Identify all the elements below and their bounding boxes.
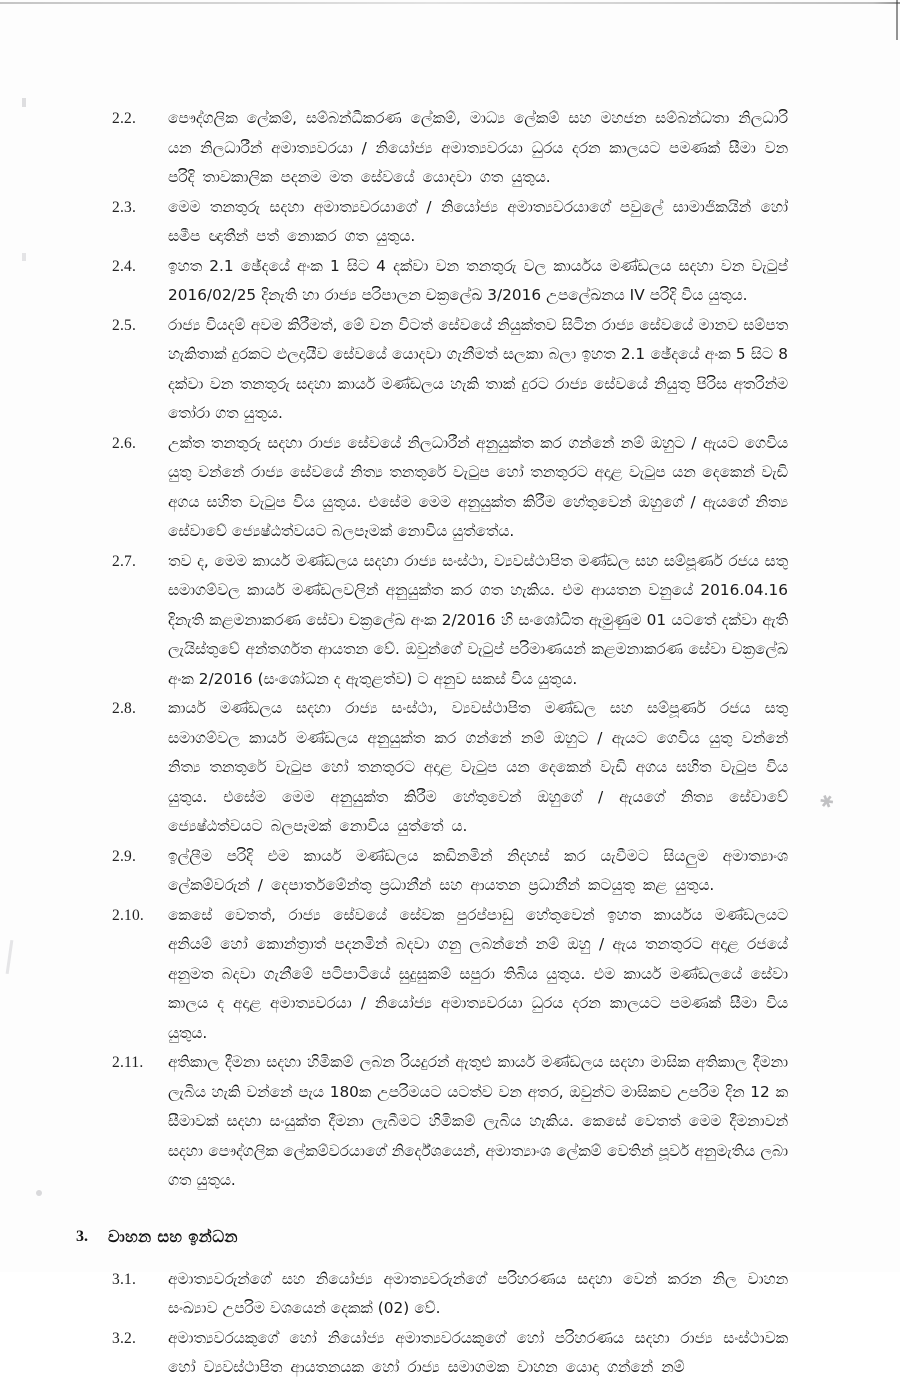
clause-number: 2.2. [112,110,137,127]
clause-2-2 [112,104,788,193]
clause-number: 3.2. [112,1329,137,1347]
clause-number: 2.11. [112,1054,144,1071]
clause-number: 2.10. [112,906,144,924]
clause-2-11 [112,1048,788,1196]
scan-speckle-mid-left [22,253,26,261]
clause-number: 3.1. [112,1270,137,1288]
clause-number: 2.4. [112,257,137,275]
clause-body: මෙම තනතුරු සදහා අමාත්‍යවරයාගේ / නියෝජ්‍ය අමාත්‍යවරයාගේ පවුලේ සාමාජිකයින් හෝ සමීප ඥාතීන් පත් නොකර ගත යුතුය. [168,197,788,245]
clause-number: 2.9. [112,847,137,865]
clause-3-1 [112,1265,788,1324]
clause-number: 2.8. [112,700,137,717]
clause-3-2 [112,1324,788,1383]
clause-number: 2.7. [112,552,137,570]
scan-speckle-bottom-left [36,1190,42,1196]
clause-2-8 [112,694,788,842]
scan-edge-right [896,0,898,40]
section-title: වාහන සහ ඉන්ධන [108,1226,238,1246]
clause-body: කාර්ය මණ්ඩලය සදහා රාජ්‍ය සංස්ථා, ව්‍යවස්ථාපිත මණ්ඩල සහ සම්පූර්ණ රජය සතු සමාගම්වල කාර්ය මණ්ඩලය අනුයුක්ත කර ගන්නේ නම් ඔහුට / ඇයට ගෙවිය යුතු වන්නේ නිත්‍ය තනතුරේ වැටුප හෝ තනතුරට අදාළ වැටුප යන දෙකෙන් වැඩි අගය සහිත වැටුප විය යුතුය. එසේම මෙම අනුයුක්ත කිරීම හේතුවෙන් ඔහුගේ / ඇයගේ නිත්‍ය සේවාවේ ජ්‍යෙෂ්ඨත්වයට බලපෑමක් නොවිය යුත්තේ ය. [168,699,788,835]
clause-2-7 [112,547,788,695]
clause-2-10 [112,901,788,1049]
clause-body: කෙසේ වෙතත්, රාජ්‍ය සේවයේ සේවක පුරප්පාඩු හේතුවෙන් ඉහත කාර්යය මණ්ඩලයට අනියම් හෝ කොන්ත්‍රාත් පදනමින් බදවා ගනු ලබන්නේ නම් ඔහු / ඇය තනතුරට අදාළ රජයේ අනුමත බදවා ගැනීමේ පටිපාටියේ සුදුසුකම් සපුරා තිබිය යුතුය. එම කාර්ය මණ්ඩලයේ සේවා කාලය ද අදාළ අමාත්‍යවරයා / නියෝජ්‍ය අමාත්‍යවරයා ධුරය දරන කාලයට පමණක් සීමා විය යුතුය. [168,905,788,1042]
scan-streak-left [6,940,14,974]
section-heading-3 [76,1222,788,1251]
scan-edge-top [0,2,900,4]
clause-body: තව ද, මෙම කාර්ය මණ්ඩලය සදහා රාජ්‍ය සංස්ථා, ව්‍යවස්ථාපිත මණ්ඩල සහ සම්පූර්ණ රජය සතු සමාගම්වල කාර්ය මණ්ඩලවලින් අනුයුක්ත කර ගත හැකිය. එම ආයතන වනුයේ 2016.04.16 දිනැති කළමනාකරණ සේවා චක්‍රලේඛ අංක 2/2016 හි සංශෝධිත ඇමුණුම 01 යටතේ දක්වා ඇති ලැයිස්තුවේ අන්තර්ගත ආයතන වේ. ඔවුන්ගේ වැටුප් පරිමාණයන් කළමනාකරණ සේවා චක්‍රලේඛ අංක 2/2016 (සංශෝධන ද ඇතුළත්ව) ට අනුව සකස් විය යුතුය. [168,551,788,688]
clause-body: රාජ්‍ය වියදම් අවම කිරීමත්, මේ වන විටත් සේවයේ නියුක්තව සිටින රාජ්‍ය සේවයේ මානව සම්පත හැකිතාක් දුරකට ඵලදායීව සේවයේ යොදවා ගැනීමත් සලකා බලා ඉහත 2.1 ඡේදයේ අංක 5 සිට 8 දක්වා වන තනතුරු සදහා කාර්ය මණ්ඩලය හැකි තාක් දුරට රාජ්‍ය සේවයේ නියුතු පිරිස අතරින්ම තෝරා ගත යුතුය. [168,315,788,422]
clause-body: ඉල්ලීම පරිදි එම කාර්ය මණ්ඩලය කඩිනමින් නිදහස් කර යැවීමට සියලුම අමාත්‍යාංශ ලේකම්වරුන් / දෙපාර්තමේන්තු ප්‍රධානීන් සහ ආයතන ප්‍රධානීන් කටයුතු කළ යුතුය. [168,846,788,894]
scan-artifact-mark: ✱ [816,790,838,814]
clause-2-6 [112,429,788,547]
clause-2-3 [112,193,788,252]
scan-speckle-top-left [22,98,26,107]
section-3-clauses [112,1265,788,1383]
clause-2-9 [112,842,788,901]
clause-body: අතිකාල දීමනා සදහා හිමිකම් ලබන රියදුරන් ඇතුළු කාර්ය මණ්ඩලය සදහා මාසික අතිකාල දීමනා ලැබිය හැකි වන්නේ පැය 180ක උපරිමයට යටත්ව වන අතර, ඔවුන්ට මාසිකව උපරිම දින 12 ක සීමාවක් සදහා සංයුක්ත දීමනා ලැබීමට හිමිකම් ලැබිය හැකිය. කෙසේ වෙතත් මෙම දීමනාවන් සදහා පෞද්ගලික ලේකම්වරයාගේ නිර්දේශයෙන්, අමාත්‍යාංශ ලේකම් වෙතින් පූර්ව අනුමැතිය ලබා ගත යුතුය. [168,1053,788,1189]
clause-number: 2.3. [112,198,137,216]
clause-body: අමාත්‍යවරුන්ගේ සහ නියෝජ්‍ය අමාත්‍යවරුන්ගේ පරිහරණය සදහා වෙන් කරන නිල වාහන සංඛ්‍යාව උපරිම වශයෙන් දෙකක් (02) වේ. [168,1269,788,1317]
clause-body: අමාත්‍යවරයකුගේ හෝ නියෝජ්‍ය අමාත්‍යවරයකුගේ හෝ පරිහරණය සදහා රාජ්‍ය සංස්ථාවක හෝ ව්‍යවස්ථාපිත ආයතනයක හෝ රාජ්‍ය සමාගමක වාහන යොදා ගන්නේ නම් [168,1328,788,1376]
clause-2-5 [112,311,788,429]
clause-number: 2.6. [112,434,137,452]
clause-body: ඉහත 2.1 ඡේදයේ අංක 1 සිට 4 දක්වා වන තනතුරු වල කාර්යය මණ්ඩලය සදහා වන වැටුප් 2016/02/25 දිනැති හා රාජ්‍ය පරිපාලන චක්‍රලේඛ 3/2016 උපලේඛනය IV පරිදි විය යුතුය. [168,256,788,304]
clause-body: උක්ත තනතුරු සදහා රාජ්‍ය සේවයේ නිලධාරීන් අනුයුක්ත කර ගන්නේ නම් ඔහුට / ඇයට ගෙවිය යුතු වන්නේ රාජ්‍ය සේවයේ නිත්‍ය තනතුරේ වැටුප හෝ තනතුරට අදාළ වැටුප යන දෙකෙන් වැඩි අගය සහිත වැටුප විය යුතුය. එසේම මෙම අනුයුක්ත කිරීම හේතුවෙන් ඔහුගේ / ඇයගේ නිත්‍ය සේවාවේ ජ්‍යෙෂ්ඨත්වයට බලපෑමක් නොවිය යුත්තේය. [168,433,788,540]
section-number: 3. [76,1227,88,1245]
clause-2-4 [112,252,788,311]
clause-body: පෞද්ගලික ලේකම්, සම්බන්ධීකරණ ලේකම්, මාධ්‍ය ලේකම් සහ මහජන සම්බන්ධතා නිලධාරි යන නිලධාරීන් අමාත්‍යවරයා / නියෝජ්‍ය අමාත්‍යවරයා ධුරය දරන කාලයට පමණක් සීමා වන පරිදි තාවකාලික පදනම මත සේවයේ යොදවා ගත යුතුය. [168,109,788,186]
clause-number: 2.5. [112,316,137,334]
document-body [76,104,788,1383]
